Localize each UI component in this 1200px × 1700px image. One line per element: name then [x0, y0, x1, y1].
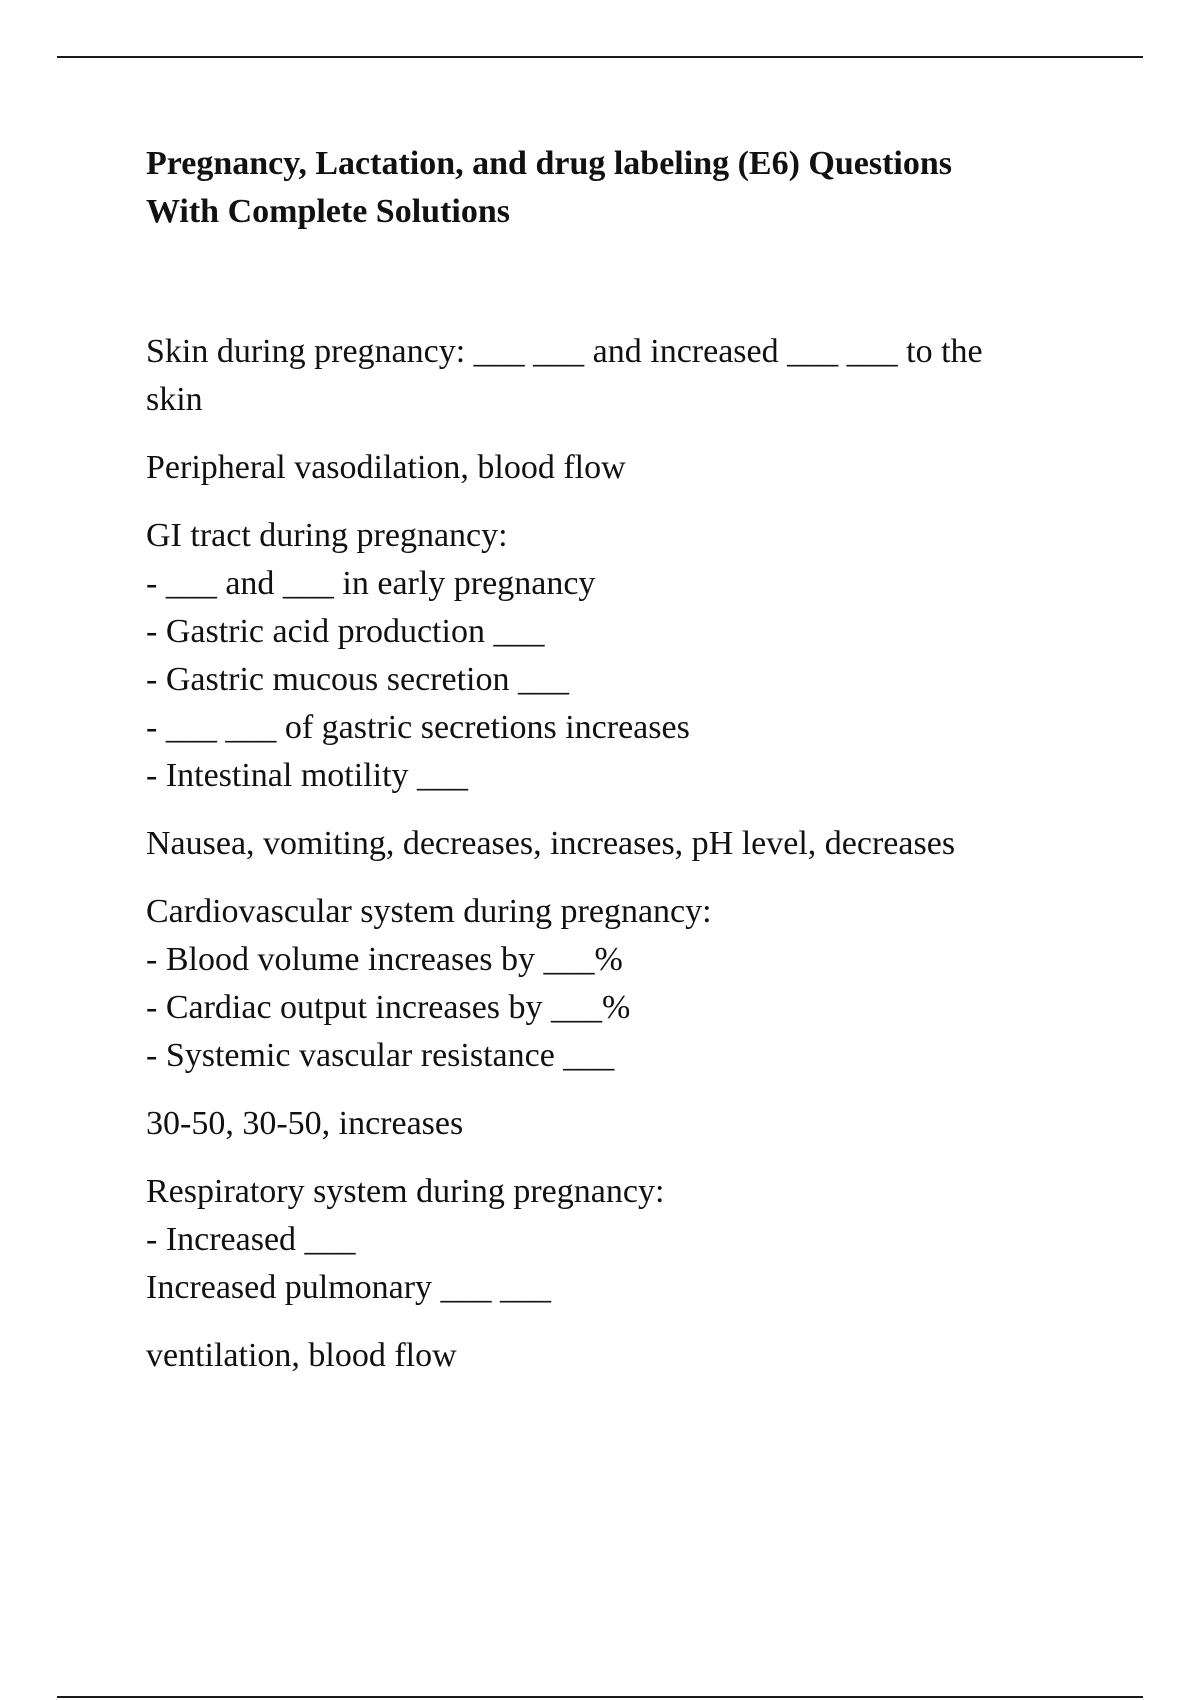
- question-line: - ___ ___ of gastric secretions increases: [146, 709, 690, 746]
- answer-line: Nausea, vomiting, decreases, increases, pH level, decreases: [146, 825, 956, 862]
- question-line: Increased pulmonary ___ ___: [146, 1269, 552, 1306]
- answer-line: Peripheral vasodilation, blood flow: [146, 449, 626, 486]
- question-line: Respiratory system during pregnancy:: [146, 1173, 665, 1210]
- answer-line: 30-50, 30-50, increases: [146, 1105, 464, 1142]
- question-line: Cardiovascular system during pregnancy:: [146, 893, 712, 930]
- footer-rule: [57, 1696, 1143, 1698]
- title-line-2: With Complete Solutions: [146, 193, 510, 230]
- question-line: - Systemic vascular resistance ___: [146, 1037, 615, 1074]
- question-line: - Gastric acid production ___: [146, 613, 545, 650]
- question-line: Skin during pregnancy: ___ ___ and increased ___ ___ to the: [146, 333, 983, 370]
- question-4: [146, 1168, 1066, 1312]
- header-rule: [57, 56, 1143, 58]
- question-line: skin: [146, 381, 203, 418]
- title-line-1: Pregnancy, Lactation, and drug labeling (E6) Questions: [146, 145, 953, 182]
- question-3: [146, 888, 1066, 1080]
- document-body: [146, 140, 1066, 1400]
- question-line: - Intestinal motility ___: [146, 757, 469, 794]
- question-line: - Cardiac output increases by ___%: [146, 989, 631, 1026]
- document-title: [146, 140, 1046, 236]
- question-line: - Increased ___: [146, 1221, 356, 1258]
- question-1: [146, 328, 1066, 424]
- question-line: - Gastric mucous secretion ___: [146, 661, 569, 698]
- answer-line: ventilation, blood flow: [146, 1337, 457, 1374]
- question-2: [146, 512, 1066, 800]
- answer-4: [146, 1332, 1066, 1380]
- answer-2: [146, 820, 1066, 868]
- question-line: - ___ and ___ in early pregnancy: [146, 565, 596, 602]
- question-line: - Blood volume increases by ___%: [146, 941, 623, 978]
- answer-1: [146, 444, 1066, 492]
- answer-3: [146, 1100, 1066, 1148]
- question-line: GI tract during pregnancy:: [146, 517, 508, 554]
